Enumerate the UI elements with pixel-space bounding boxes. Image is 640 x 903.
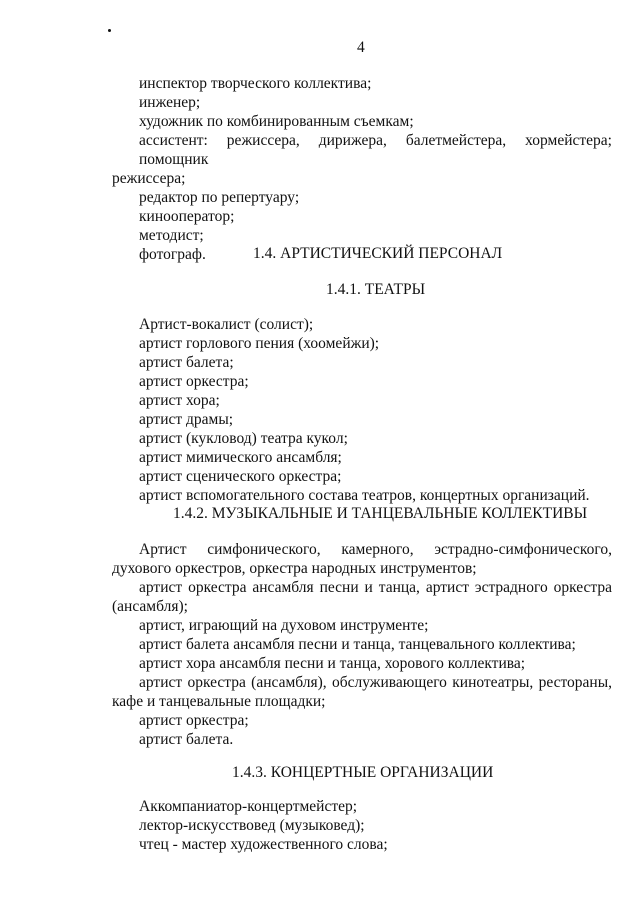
theaters-list xyxy=(112,315,612,505)
concert-orgs-list xyxy=(112,797,612,854)
list-item: артист горлового пения (хоомейжи); xyxy=(139,335,380,352)
list-item: артист оркестра ансамбля песни и танца, артист эстрадного оркестра xyxy=(139,579,612,596)
list-item-continuation: духового оркестров, оркестра народных инструментов; xyxy=(112,560,477,577)
list-item: артист драмы; xyxy=(139,411,234,428)
list-item: кинооператор; xyxy=(139,208,235,225)
list-item: артист (кукловод) театра кукол; xyxy=(139,430,348,447)
list-item-continuation: кафе и танцевальные площадки; xyxy=(112,693,326,710)
list-item: художник по комбинированным съемкам; xyxy=(139,113,414,130)
list-item: артист мимического ансамбля; xyxy=(139,449,342,466)
list-item: артист вспомогательного состава театров, концертных организаций. xyxy=(139,487,590,504)
list-item: Артист симфонического, камерного, эстрадно-симфонического, xyxy=(139,541,612,558)
list-item: артист балета ансамбля песни и танца, танцевального коллектива; xyxy=(139,636,576,653)
list-item-continuation: режиссера; xyxy=(112,170,186,187)
list-item: инженер; xyxy=(139,94,201,111)
list-item: артист хора; xyxy=(139,392,220,409)
list-item: артист хора ансамбля песни и танца, хорового коллектива; xyxy=(139,655,526,672)
list-item: чтец - мастер художественного слова; xyxy=(139,836,388,853)
list-item: методист; xyxy=(139,227,204,244)
intro-list xyxy=(112,74,612,264)
section-heading-1-4-1: 1.4.1. ТЕАТРЫ xyxy=(326,281,426,298)
list-item: артист балета. xyxy=(139,731,234,748)
list-item: Аккомпаниатор-концертмейстер; xyxy=(139,798,358,815)
list-item: артист оркестра; xyxy=(139,373,249,390)
list-item: редактор по репертуару; xyxy=(139,189,300,206)
section-heading-1-4-3: 1.4.3. КОНЦЕРТНЫЕ ОРГАНИЗАЦИИ xyxy=(232,764,494,781)
list-item: артист оркестра (ансамбля), обслуживающего кинотеатры, рестораны, xyxy=(139,674,612,691)
list-item: артист оркестра; xyxy=(139,712,249,729)
list-item-continuation: (ансамбля); xyxy=(112,598,188,615)
list-item: Артист-вокалист (солист); xyxy=(139,316,314,333)
ensembles-list xyxy=(112,540,612,749)
list-item: артист балета; xyxy=(139,354,234,371)
section-heading-1-4-2: 1.4.2. МУЗЫКАЛЬНЫЕ И ТАНЦЕВАЛЬНЫЕ КОЛЛЕКТИВЫ xyxy=(173,505,588,522)
list-item: ассистент: режиссера, дирижера, балетмейстера, хормейстера; помощник xyxy=(139,132,612,168)
list-item: артист сценического оркестра; xyxy=(139,468,342,485)
list-item: артист, играющий на духовом инструменте; xyxy=(139,617,429,634)
list-item: инспектор творческого коллектива; xyxy=(139,75,372,92)
list-item: лектор-искусствовед (музыковед); xyxy=(139,817,365,834)
list-item: фотограф. xyxy=(139,246,206,263)
scan-speck xyxy=(108,29,111,32)
section-heading-1-4: 1.4. АРТИСТИЧЕСКИЙ ПЕРСОНАЛ xyxy=(253,245,503,262)
page-number: 4 xyxy=(357,39,365,56)
